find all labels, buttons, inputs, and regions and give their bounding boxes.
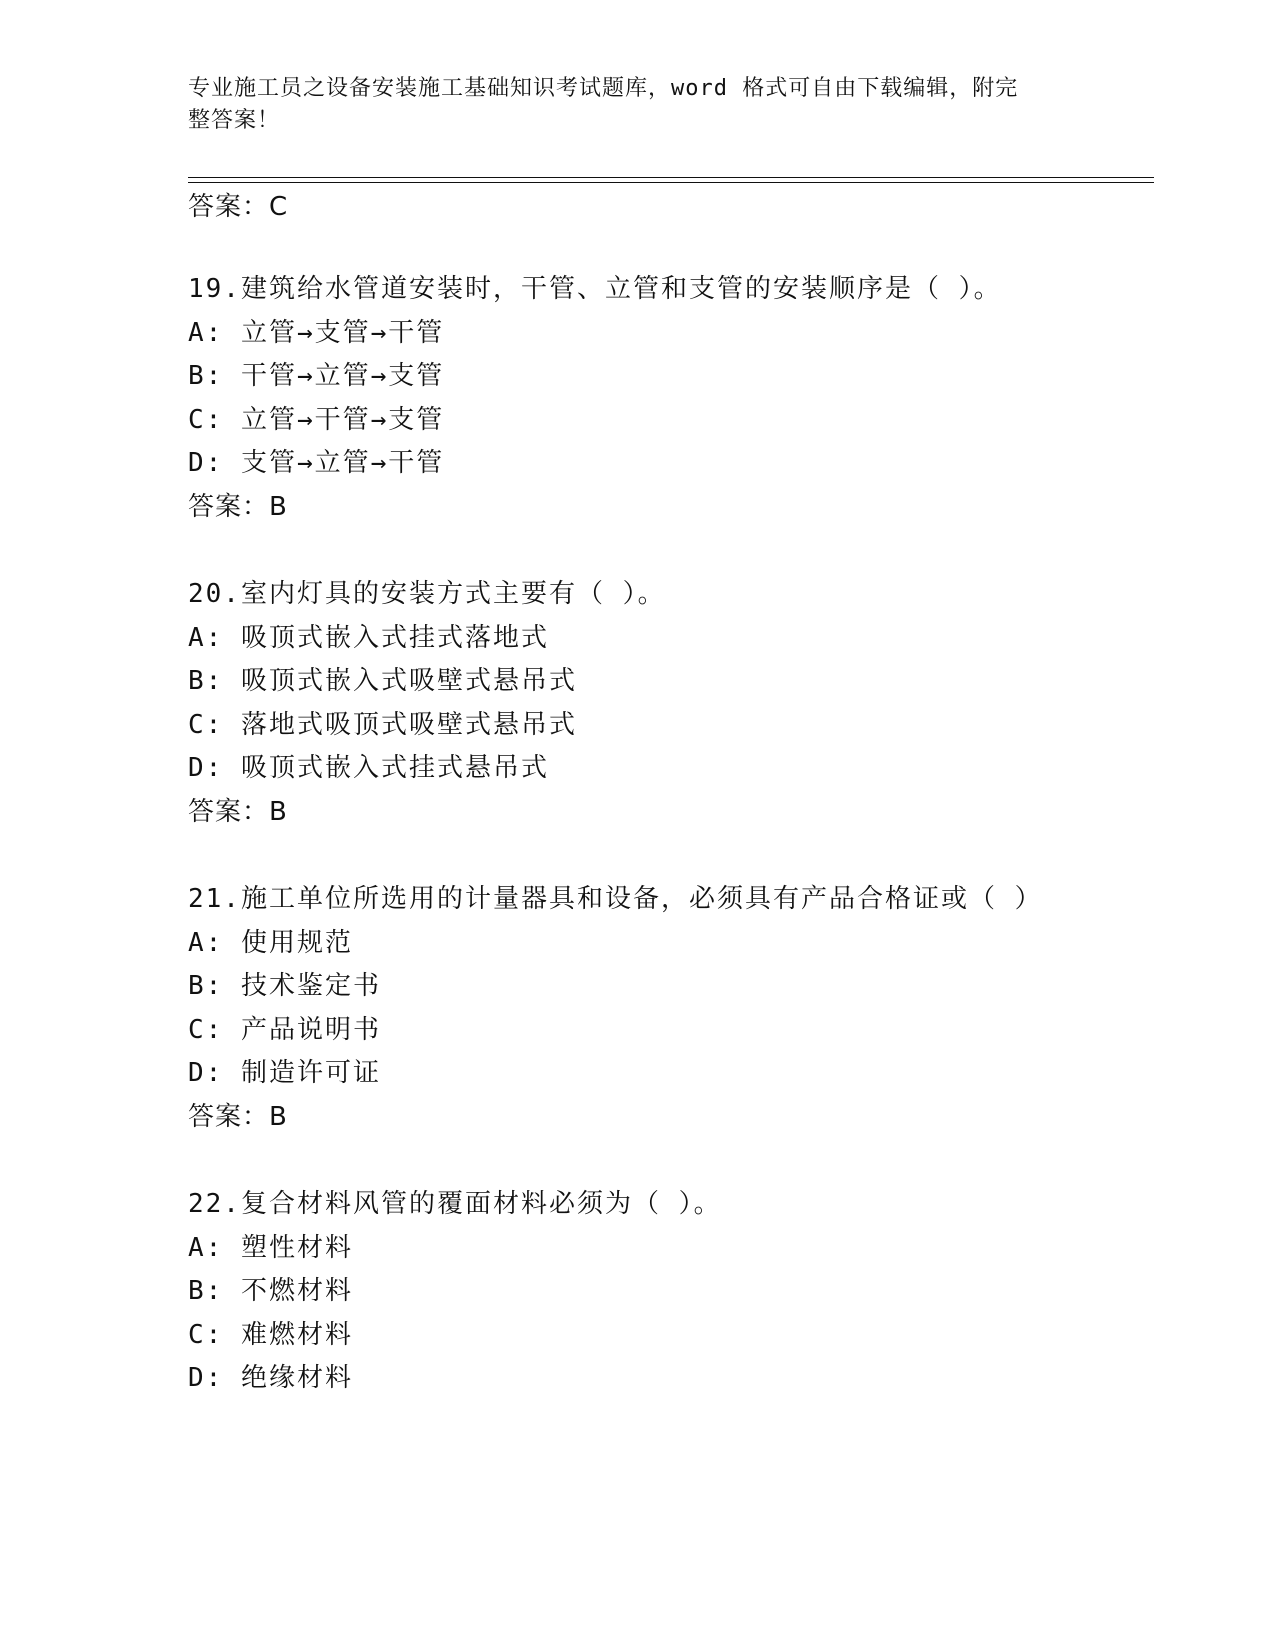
header-title-line-2: 整答案！ (188, 108, 281, 133)
question-19-option-b: B: 干管→立管→支管 (188, 361, 445, 391)
question-21-option-b: B: 技术鉴定书 (188, 971, 381, 1001)
question-19-answer: 答案：B (188, 492, 288, 522)
question-20-option-d: D: 吸顶式嵌入式挂式悬吊式 (188, 753, 549, 783)
question-21-option-a: A: 使用规范 (188, 928, 353, 958)
question-21-answer: 答案：B (188, 1102, 288, 1132)
question-21-text: 21.施工单位所选用的计量器具和设备，必须具有产品合格证或（ ） (188, 884, 1043, 914)
header-title-line-1: 专业施工员之设备安装施工基础知识考试题库，word 格式可自由下载编辑，附完 (188, 76, 1019, 101)
question-22-text: 22.复合材料风管的覆面材料必须为（ ）。 (188, 1189, 722, 1219)
question-20-answer: 答案：B (188, 797, 288, 827)
question-22-option-b: B: 不燃材料 (188, 1276, 353, 1306)
header-divider-top (188, 177, 1154, 178)
question-21-option-c: C: 产品说明书 (188, 1015, 381, 1045)
question-20-option-b: B: 吸顶式嵌入式吸壁式悬吊式 (188, 666, 577, 696)
question-22-option-c: C: 难燃材料 (188, 1320, 353, 1350)
question-20-text: 20.室内灯具的安装方式主要有（ ）。 (188, 579, 666, 609)
header-divider-bottom (188, 182, 1154, 183)
document-header (188, 73, 1068, 137)
question-20-option-a: A: 吸顶式嵌入式挂式落地式 (188, 623, 549, 653)
previous-answer: 答案：C (188, 192, 289, 222)
question-21-option-d: D: 制造许可证 (188, 1058, 381, 1088)
question-19-text: 19.建筑给水管道安装时，干管、立管和支管的安装顺序是（ ）。 (188, 274, 1002, 304)
question-22-option-a: A: 塑性材料 (188, 1233, 353, 1263)
question-19-option-d: D: 支管→立管→干管 (188, 448, 445, 478)
question-19-option-c: C: 立管→干管→支管 (188, 405, 445, 435)
question-19-option-a: A: 立管→支管→干管 (188, 318, 445, 348)
question-22-option-d: D: 绝缘材料 (188, 1363, 353, 1393)
question-20-option-c: C: 落地式吸顶式吸壁式悬吊式 (188, 710, 577, 740)
